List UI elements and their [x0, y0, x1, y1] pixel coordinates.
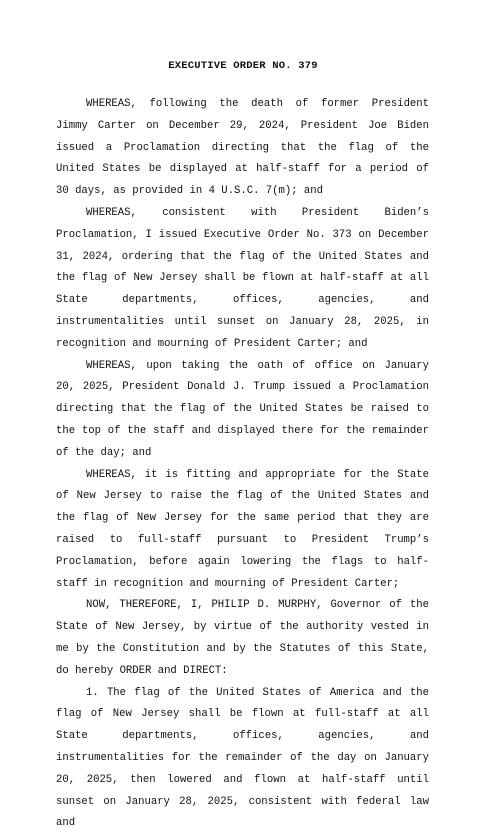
paragraph-whereas-3: WHEREAS, upon taking the oath of office on January 20, 2025, President Donald J. Trump issued a Proclamation directing that the flag of the United States be raised to the top of the staff and displayed there for the remainder of the day; and: [56, 359, 429, 459]
paragraph-whereas-1: WHEREAS, following the death of former President Jimmy Carter on December 29, 2024, President Joe Biden issued a Proclamation directing that the flag of the United States be displayed at half-staff for a period of 30 days, as provided in 4 U.S.C. 7(m); and: [56, 98, 429, 198]
paragraph-order-1: 1. The flag of the United States of America and the flag of New Jersey shall be flown at full-staff at all State departments, offices, agencies, and instrumentalities for the remainder of the day on January 20, 2025, then lowered and flown at half-staff until sunset on January 28, 2025, consistent with federal law and: [56, 686, 429, 830]
document-title: EXECUTIVE ORDER NO. 379: [168, 60, 318, 72]
paragraph-whereas-2: WHEREAS, consistent with President Biden’s Proclamation, I issued Executive Order No. 373 on December 31, 2024, ordering that the flag of the United States and the flag of New Jersey shall be flown at half-staff at all State departments, offices, agencies, and instrumentalities until sunset on January 28, 2025, in recognition and mourning of President Carter; and: [56, 206, 429, 350]
paragraph-now-therefore: NOW, THEREFORE, I, PHILIP D. MURPHY, Governor of the State of New Jersey, by virtue of the authority vested in me by the Constitution and by the Statutes of this State, do hereby ORDER and DIRECT:: [56, 599, 429, 677]
document-body: [56, 88, 429, 835]
paragraph-whereas-4: WHEREAS, it is fitting and appropriate for the State of New Jersey to raise the flag of the United States and the flag of New Jersey for the same period that they are raised to full-staff pursuant to President Trump’s Proclamation, before again lowering the flags to half-staff in recognition and mourning of President Carter;: [56, 468, 429, 590]
